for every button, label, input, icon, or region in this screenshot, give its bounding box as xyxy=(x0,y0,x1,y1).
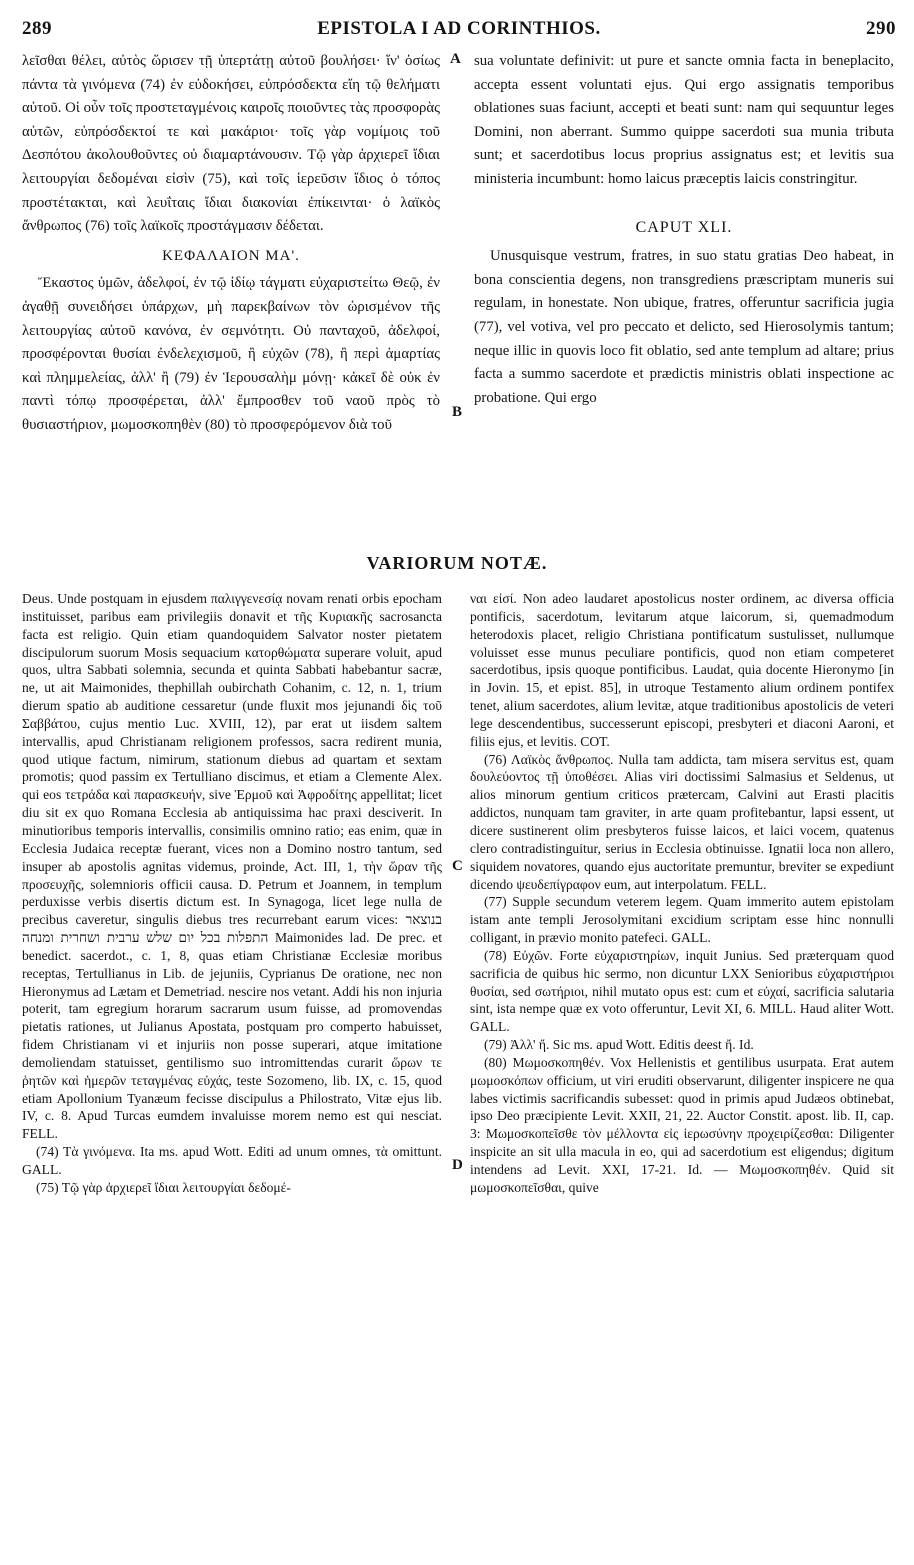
latin-text-column xyxy=(474,50,894,410)
notes-heading: VARIORUM NOTÆ. xyxy=(366,553,548,573)
note-entry: (78) Εὐχῶν. Forte εὐχαριστηρίων, inquit Junius. Sed præterquam quod sacrificia de quibus hic sermo, non dicuntur LXX Senioribus εὐχαριστήριοι θυσίαι, sed σωτήριοι, nihil mutato opus est: cum et εὐχαί, sacrificia salutaria sint, ista nempe quæ ex voto offeruntur, Levit XI, 6. MILL. Haud aliter Wott. GALL. xyxy=(470,947,894,1035)
greek-chapter-heading: ΚΕΦΑΛΑΙΟΝ ΜΑ'. xyxy=(162,247,300,264)
note-entry: (74) Τὰ γινόμενα. Ita ms. apud Wott. Editi ad unum omnes, τὰ omittunt. GALL. xyxy=(22,1144,442,1177)
margin-letter-d: D xyxy=(452,1157,463,1173)
note-entry: Deus. Unde postquam in ejusdem παλιγγενεσίᾳ novam renati orbis epocham instituisset, paribus eam privilegiis donavit et τῆς Κυριακῆς sacrosancta facta est religio. Quin etiam quandoquidem Salvator noster pietatem discipulorum suorum Mosis sequacium κατορθώματα superare voluit, apud quos, ultra Sabbati solemnia, secunda et quinta Sabbati habebantur sacræ, ne, ut ait Maimonides, thephillah oubirchath Cohanim, c. 12, n. 1, trium dierum spatio ab auditione cessaretur (unde fluxit mos jejunandi δὶς τοῦ Σαββάτου, cujus mentio Luc. XVIII, 12), par erat ut iisdem saltem intervallis, apud Christianam religionem professos, sacra redirent munia, quod utique factum, nimirum, stationum diebus ad quartam et sextam promotis; quod passim ex Tertulliano discimus, et etiam a Clemente Alex. qui eos τετράδα καὶ παρασκευήν, sive Ἑρμοῦ καὶ Ἀφροδίτης appellitat; licet diu sit ex quo Romana Ecclesia ab antiquissima hac praxi desciverit. In minutioribus temporis intervallis, consimilis omnino ratio; eas enim, quæ in Ecclesia Judaica receptæ fuerant, vices non a Domino nostro tantum, sed insuper ab apostolis agnitas videmus, proinde, Act. III, 1, τὴν ὥραν τῆς προσευχῆς, solemnioris officii causa. D. Petrum et Joannem, in templum perduxisse verbis disertis dictum est. In Synagoga, licet lege nulla de precibus caveretur, singulis diebus tres recurrebant earum vices: בנוצאר התפלות בכל יום שלש ערבית ושחרית ומנחה Maimonides lad. De prec. et benedict. sacerdot., c. 1, 8, quas etiam Christianæ Ecclesiæ moribus receptas, Tertullianus in Lib. de jejuniis, Cyprianus De oratione, nec non Hieronymus ad Lætam et Demetriad. nescire nos vetant. Addi his non injuria poterit, tam egregium horarum sacrarum usum fuisse, ad promovendas pietatis rationes, ut Julianus Apostata, postquam pro comperto habuisset, fidem Christianam vi et injuriis non posse superari, atque imitatione demoliendam statuisset, gentilismo suo intromittendas curarit ὥρων τε ῥητῶν καὶ ἡμερῶν τεταγμένας εὐχάς, teste Sozomeno, lib. IX, c. 15, quod etiam Apollonium Tyanæum fecisse discipulus a Philostrato, Vitæ ejus lib. IV, c. 8. Apud Turcas eumdem invaluisse morem nemo est qui nesciat. FELL. xyxy=(22,591,442,1142)
latin-chapter-heading: CAPUT XLI. xyxy=(635,218,733,236)
running-title: EPISTOLA I AD CORINTHIOS. xyxy=(317,18,601,39)
page-number-left: 289 xyxy=(22,18,52,39)
note-entry: (75) Τῷ γὰρ ἀρχιερεῖ ἴδιαι λειτουργίαι δεδομέ- xyxy=(36,1179,291,1195)
note-entry: (77) Supple secundum veterem legem. Quam immerito autem epistolam istam ante templi Jerosolymitani excidium scriptam esse hinc nonnulli colligant, in prævio monito patefeci. GALL. xyxy=(470,894,894,946)
margin-letter-b: B xyxy=(452,404,463,420)
page-number-right: 290 xyxy=(866,18,896,39)
greek-paragraph: λεῖσθαι θέλει, αὐτὸς ὥρισεν τῇ ὑπερτάτῃ αὐτοῦ βουλήσει· ἵν' ὁσίως πάντα τὰ γινόμενα (74) ἐν εὐδοκήσει, εὐπρόσδεκτα εἴη τῷ θελήματι αὐτοῦ. Οἱ οὖν τοῖς προστεταγμένοις καιροῖς ποιοῦντες τὰς προσφορὰς αὐτῶν, εὐπρόσδεκτοί τε καὶ μακάριοι· τοῖς γὰρ νομίμοις τοῦ Δεσπότου ἀκολουθοῦντες οὐ διαμαρτάνουσιν. Τῷ γὰρ ἀρχιερεῖ ἴδιαι λειτουργίαι δεδομέναι εἰσὶν (75), καὶ τοῖς ἱερεῦσιν ἴδιος ὁ τόπος προστέτακται, καὶ λευΐταις ἴδιαι διακονίαι ἐπίκεινται· ὁ λαϊκὸς ἄνθρωπος (76) τοῖς λαϊκοῖς προστάγμασιν δέδεται. xyxy=(22,53,440,235)
greek-text-column xyxy=(22,50,440,438)
note-entry: (76) Λαϊκὸς ἄνθρωπος. Nulla tam addicta, tam misera servitus est, quam δουλεύοντος τῇ ὑποθέσει. Alias viri doctissimi Salmasius et Seldenus, ut alios minorum gentium criticos prætercam, Calvini aut Erasti placitis addictos, nunquam tam graviter, in arte quam profitebantur, lapsi essent, ut dicere sustinerent olim presbyteros fuisse laicos, et laici vocem, quatenus clero contradistinguitur, serius in Ecclesia obtinuisse. Ignatii loca non allero, siquidem novatores, quando ejus auctoritate premuntur, breviter se expediunt dicendo ψευδεπίγραφον eum, aut interpolatum. FELL. xyxy=(470,751,894,892)
note-entry: ναι εἰσί. Non adeo laudaret apostolicus noster ordinem, ac diversa officia pontificis, sacerdotum, levitarum atque laicorum, si, quemadmodum heterodoxis placet, religio Christiana pontificatum sustulisset, nullumque voluisset esse munus peculiare pontificis, quod non etiam competeret sacerdotibus, ipsis quoque pontificibus. Laudat, quia docente Hieronymo [in in Jovin. 15, et epist. 85], in utroque Testamento alium ordinem pontifex tenet, alium sacerdotes, alium levitæ, atque traditionibus apostolicis de veteri lege descendentibus, successerunt episcopi, presbyteri et diaconi Aaroni, et filiis ejus, et levitis. COT. xyxy=(470,591,894,749)
note-entry: (80) Μωμοσκοπηθέν. Vox Hellenistis et gentilibus usurpata. Erat autem μωμοσκόπων officium, ut viri eruditi observarunt, diligenter inspicere ne qua labes victimis sacrificandis subesset: quod in primis apud Judæos obtinebat, ipso Deo præcipiente Levit. XXII, 21, 22. Auctor Constit. apost. lib. II, cap. 3: Μωμοσκοπεῖσθε τὸν μέλλοντα εἰς ἱερωσύνην προχειρίζεσθαι: Diligenter inspicite an sit ulla macula in eo, qui ad sacerdotium est eligendus; digitum intendens ad Levit. XXI, 17-21. Id. — Μωμοσκοπηθέν. Quid sit μωμοσκοπεῖσθαι, quive xyxy=(470,1054,894,1195)
latin-paragraph: Unusquisque vestrum, fratres, in suo statu gratias Deo habeat, in bona conscientia degens, non transgrediens præscriptam muneris sui regulam, in honestate. Non ubique, fratres, offeruntur sacrificia jugia (77), vel votiva, vel pro peccato et delicto, sed Hierosolymis tantum; neque illic in quovis loco fit oblatio, sed ante templum ad altare; prius facta a summo sacerdote et prædictis ministris oblati inspectione ac probatione. Qui ergo xyxy=(474,248,894,406)
margin-letter-a: A xyxy=(450,51,461,67)
note-entry: (79) Ἀλλ' ἤ. Sic ms. apud Wott. Editis deest ἤ. Id. xyxy=(484,1037,754,1053)
notes-right-column xyxy=(470,590,894,1197)
running-header xyxy=(22,18,896,44)
latin-paragraph: sua voluntate definivit: ut pure et sancte omnia facta in beneplacito, accepta essent voluntati ejus. Qui ergo assignatis temporibus oblationes suas faciunt, accepti et beati sunt: nam qui sequuntur leges Domini, non aberrant. Summo quippe sacerdoti sua munia tributa sunt; et sacerdotibus locus proprius assignatus est; et levitis sua ministeria incumbunt: homo laicus præceptis laicis constringitur. xyxy=(474,53,894,187)
notes-left-column xyxy=(22,590,442,1197)
margin-letter-c: C xyxy=(452,858,463,874)
greek-paragraph: Ἕκαστος ὑμῶν, ἀδελφοί, ἐν τῷ ἰδίῳ τάγματι εὐχαριστείτω Θεῷ, ἐν ἀγαθῇ συνειδήσει ὑπάρχων, μὴ παρεκβαίνων τὸν ὡρισμένον τῆς λειτουργίας αὐτοῦ κανόνα, ἐν σεμνότητι. Οὐ πανταχοῦ, ἀδελφοί, προσφέρονται θυσίαι ἐνδελεχισμοῦ, ἢ εὐχῶν (78), ἢ περὶ ἁμαρτίας καὶ πλημμελείας, ἀλλ' ἢ (79) ἐν Ἱερουσαλὴμ μόνῃ· κἀκεῖ δὲ οὐκ ἐν παντὶ τόπῳ προσφέρεται, ἀλλ' ἔμπροσθεν τοῦ ναοῦ πρὸς τὸ θυσιαστήριον, μωμοσκοπηθὲν (80) τὸ προσφερόμενον διὰ τοῦ xyxy=(22,275,440,433)
